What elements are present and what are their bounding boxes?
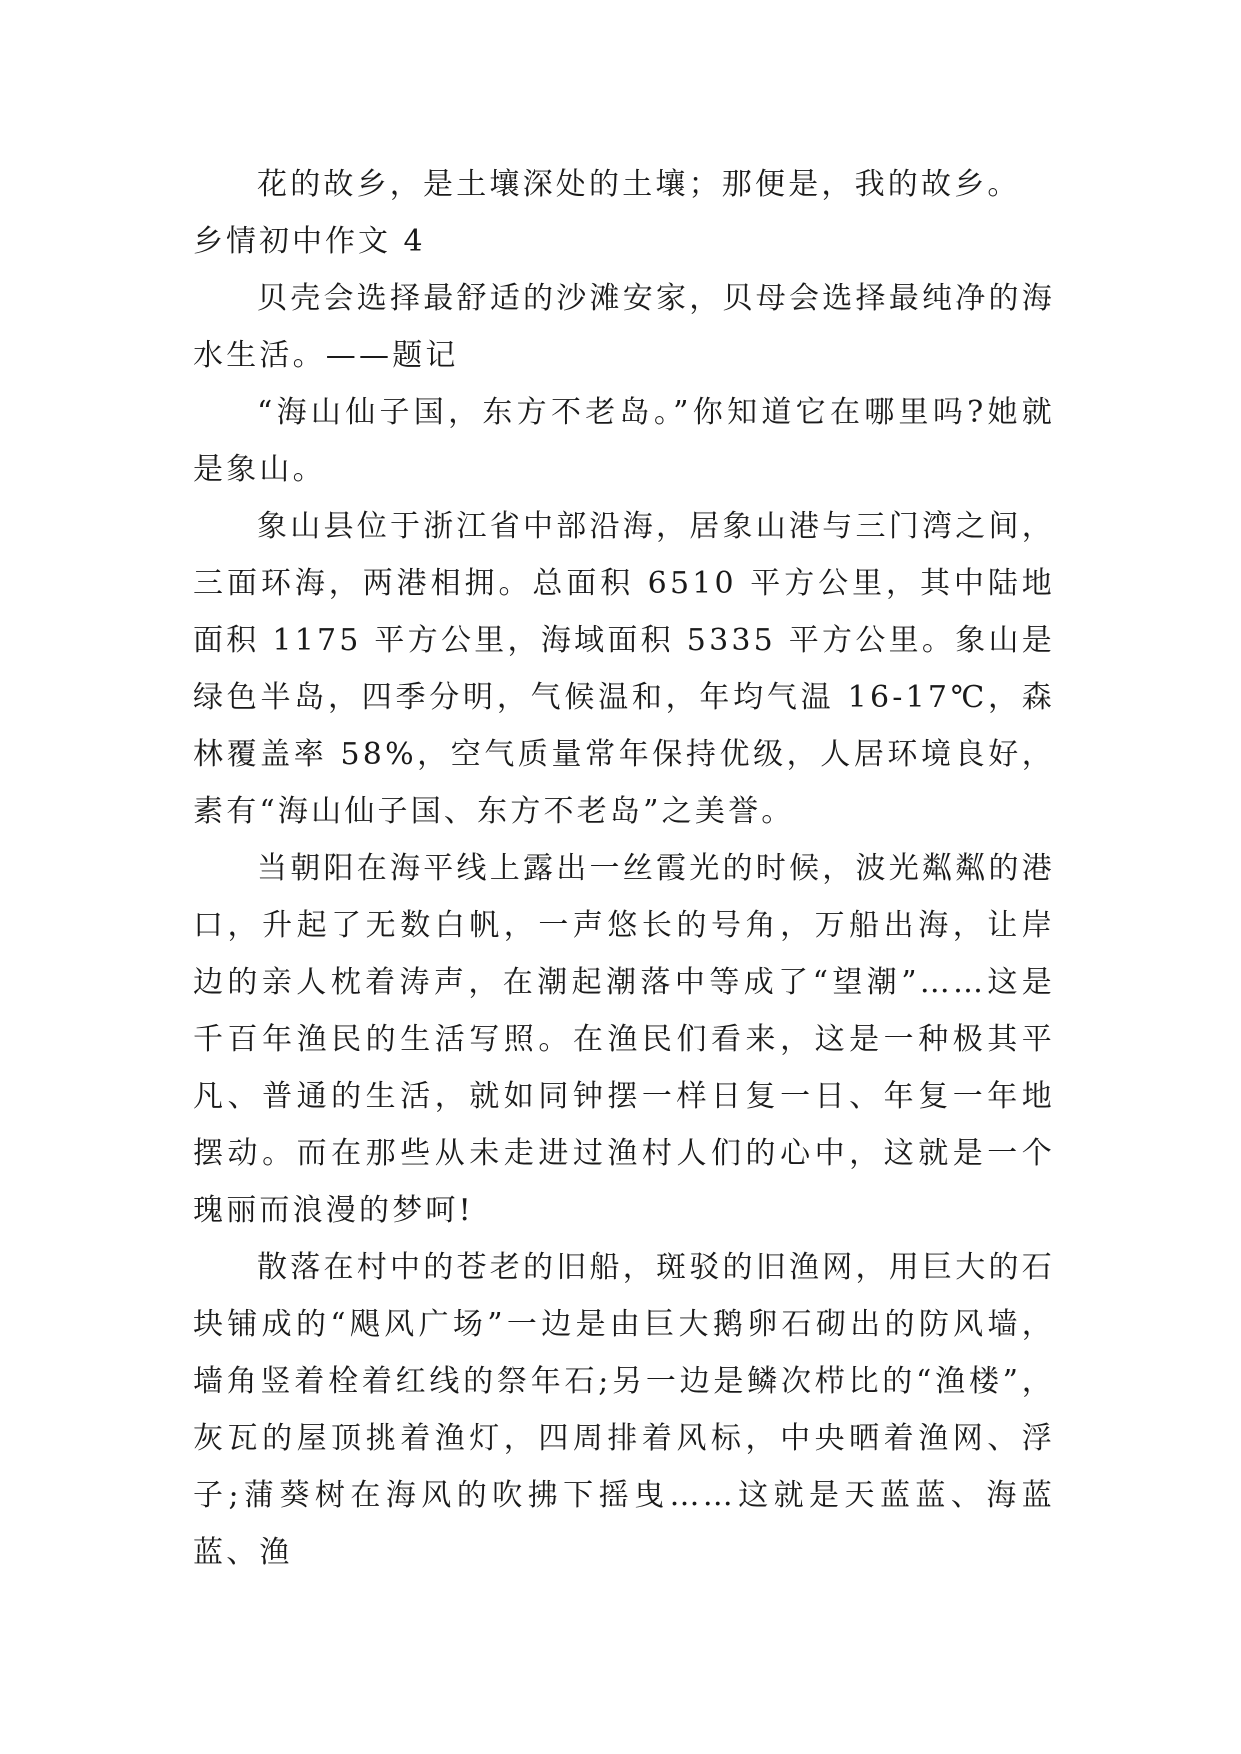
paragraph-xiangshan-facts: 象山县位于浙江省中部沿海，居象山港与三门湾之间，三面环海，两港相拥。总面积 6510 平方公里，其中陆地面积 1175 平方公里，海域面积 5335 平方公里。象山是绿色半岛，四季分明，气候温和，年均气温 16-17℃，森林覆盖率 58%，空气质量常年保持优级，人居环境良好，素有“海山仙子国、东方不老岛”之美誉。 xyxy=(193,509,1055,829)
paragraph-fishing-village: 散落在村中的苍老的旧船，斑驳的旧渔网，用巨大的石块铺成的“飓风广场”一边是由巨大鹅卵石砌出的防风墙，墙角竖着栓着红线的祭年石;另一边是鳞次栉比的“渔楼”，灰瓦的屋顶挑着渔灯，四周排着风标，中央晒着渔网、浮子;蒲葵树在海风的吹拂下摇曳……这就是天蓝蓝、海蓝蓝、渔 xyxy=(193,1250,1055,1570)
document-page xyxy=(193,156,1055,1581)
paragraph-fishing-life: 当朝阳在海平线上露出一丝霞光的时候，波光粼粼的港口，升起了无数白帆，一声悠长的号角，万船出海，让岸边的亲人枕着涛声，在潮起潮落中等成了“望潮”……这是千百年渔民的生活写照。在渔民们看来，这是一种极其平凡、普通的生活，就如同钟摆一样日复一日、年复一年地摆动。而在那些从未走进过渔村人们的心中，这就是一个瑰丽而浪漫的梦呵! xyxy=(193,851,1055,1228)
paragraph-intro-question: “海山仙子国，东方不老岛。”你知道它在哪里吗?她就是象山。 xyxy=(193,395,1055,487)
essay-title: 乡情初中作文 4 xyxy=(193,224,426,259)
paragraph-epigraph: 贝壳会选择最舒适的沙滩安家，贝母会选择最纯净的海水生活。——题记 xyxy=(193,281,1055,373)
paragraph-hometown-flowers: 花的故乡，是土壤深处的土壤；那便是，我的故乡。 xyxy=(257,167,1021,202)
